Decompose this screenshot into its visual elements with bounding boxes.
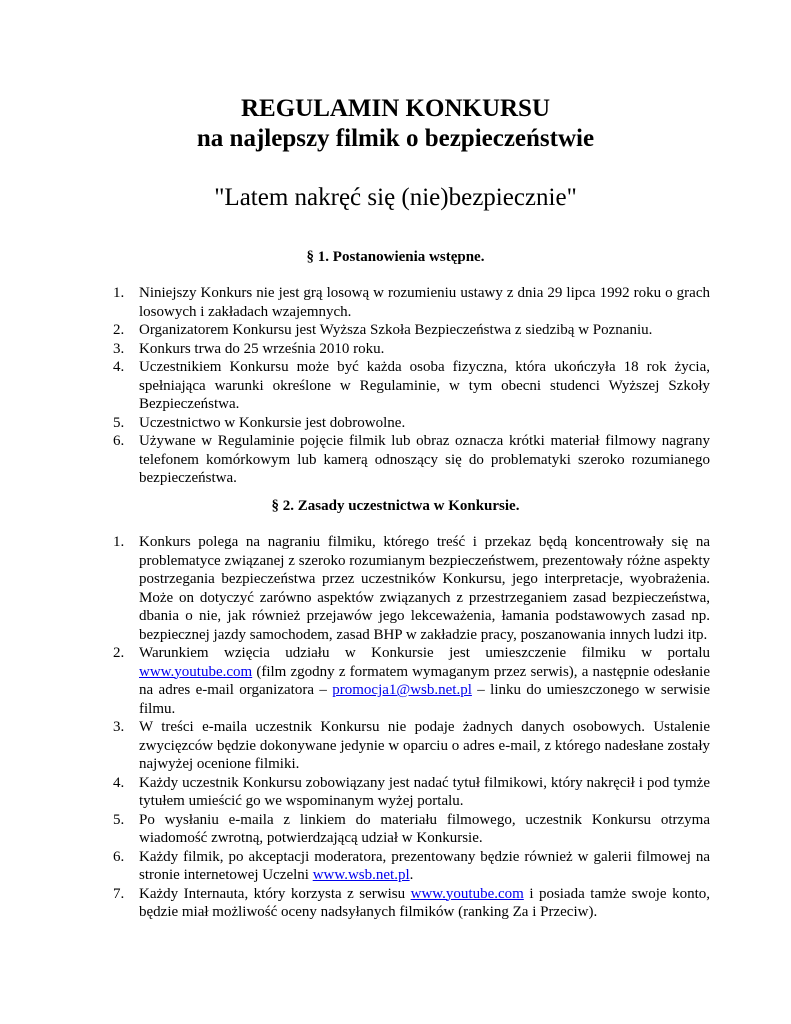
item-text: Po wysłaniu e-maila z linkiem do materiału filmowego, uczestnik Konkursu otrzyma wiadomość zwrotną, potwierdzającą udział w Konkursie.	[139, 811, 710, 846]
organizer-email-link[interactable]: promocja1@wsb.net.pl	[332, 682, 472, 698]
section-1-list	[0, 284, 710, 488]
item-number: 3.	[113, 719, 125, 735]
section-2-item-4	[0, 774, 710, 811]
youtube-link[interactable]: www.youtube.com	[410, 885, 524, 902]
item-text: W treści e-maila uczestnik Konkursu nie podaje żadnych danych osobowych. Ustalenie zwycięzców będzie dokonywane jedynie w oparciu o adres e-mail, z którego nadesłane zostały najwyżej ocenione filmiki.	[139, 719, 710, 772]
item-number: 1.	[113, 285, 125, 301]
section-2-heading: § 2. Zasady uczestnictwa w Konkursie.	[271, 498, 520, 514]
section-2-item-1	[0, 533, 710, 644]
item-text: Każdy filmik, po akceptacji moderatora, prezentowany będzie również w galerii filmowej na stronie internetowej Uczelni	[139, 848, 710, 883]
document-title: REGULAMIN KONKURSU	[240, 95, 551, 122]
item-number: 7.	[113, 885, 125, 902]
section-1-item-5	[0, 414, 710, 433]
item-text: Warunkiem wzięcia udziału w Konkursie jest umieszczenie filmiku w portalu	[139, 645, 710, 661]
section-1-item-3	[0, 340, 710, 359]
document-subtitle: na najlepszy filmik o bezpieczeństwie	[196, 125, 595, 152]
item-text: Uczestnikiem Konkursu może być każda osoba fizyczna, która ukończyła 18 rok życia, spełniająca warunki określone w Regulaminie, w tym obecni studenci Wyższej Szkoły Bezpieczeństwa.	[139, 359, 710, 412]
item-number: 6.	[113, 848, 125, 865]
section-1-item-1	[0, 284, 710, 321]
item-text: Konkurs polega na nagraniu filmiku, którego treść i przekaz będą koncentrowały się na problematyce związanej z szeroko rozumianym bezpieczeństwem, prezentowały różne aspekty postrzegania bezpieczeństwa przez uczestników Konkursu, jego interpretacje, wyobrażenia. Może on dotyczyć zarówno aspektów związanych z przestrzeganiem zasad bezpieczeństwa, dbania o nie, jak również przejawów jego lekceważenia, łamania podstawowych zasad np. bezpiecznej jazdy samochodem, zasad BHP w zakładzie pracy, poszanowania innych ludzi itp.	[139, 534, 710, 643]
contest-slogan: "Latem nakręć się (nie)bezpiecznie"	[214, 184, 577, 211]
youtube-link[interactable]: www.youtube.com	[139, 663, 253, 680]
item-text: Każdy Internauta, który korzysta z serwisu	[139, 885, 406, 902]
section-1-item-4	[0, 358, 710, 414]
university-website-link[interactable]: www.wsb.net.pl	[312, 867, 410, 883]
item-number: 5.	[113, 414, 125, 431]
item-number: 5.	[113, 811, 125, 828]
item-text: Używane w Regulaminie pojęcie filmik lub obraz oznacza krótki materiał filmowy nagrany telefonem komórkowym lub kamerą odnoszący się do problematyki szeroko rozumianego bezpieczeństwa.	[139, 433, 710, 486]
section-1-item-6	[0, 432, 710, 488]
item-text: Uczestnictwo w Konkursie jest dobrowolne.	[139, 414, 406, 431]
item-number: 6.	[113, 433, 125, 449]
section-2-item-5	[0, 811, 710, 848]
item-number: 4.	[113, 774, 125, 791]
item-text: – linku do umieszczonego w serwisie filmu.	[139, 682, 711, 717]
section-2-item-6	[0, 848, 710, 885]
section-1-item-2	[0, 321, 710, 340]
section-2-list	[0, 533, 710, 922]
item-text: i posiada tamże swoje konto, będzie miał możliwość oceny nadsyłanych filmików (ranking Za i Przeciw).	[139, 885, 710, 920]
section-2-item-3	[0, 718, 710, 774]
section-2-item-7	[0, 885, 710, 922]
item-number: 4.	[113, 359, 125, 375]
item-number: 3.	[113, 340, 125, 357]
item-text: Konkurs trwa do 25 września 2010 roku.	[139, 340, 385, 357]
item-text: (film zgodny z formatem wymaganym przez serwis), a następnie odesłanie na adres e-mail organizatora –	[139, 663, 710, 698]
item-text: .	[409, 867, 414, 883]
item-text: Niniejszy Konkurs nie jest grą losową w rozumieniu ustawy z dnia 29 lipca 1992 roku o grach losowych i zakładach wzajemnych.	[139, 285, 710, 320]
item-number: 1.	[113, 534, 125, 550]
section-1-heading: § 1. Postanowienia wstępne.	[306, 249, 485, 265]
item-text: Organizatorem Konkursu jest Wyższa Szkoła Bezpieczeństwa z siedzibą w Poznaniu.	[139, 322, 653, 338]
item-number: 2.	[113, 322, 125, 338]
section-2-item-2	[0, 644, 710, 718]
item-text: Każdy uczestnik Konkursu zobowiązany jest nadać tytuł filmikowi, który nakręcił i pod tymże tytułem umieścić go we wspominanym wyżej portalu.	[139, 774, 710, 809]
item-number: 2.	[113, 645, 125, 661]
